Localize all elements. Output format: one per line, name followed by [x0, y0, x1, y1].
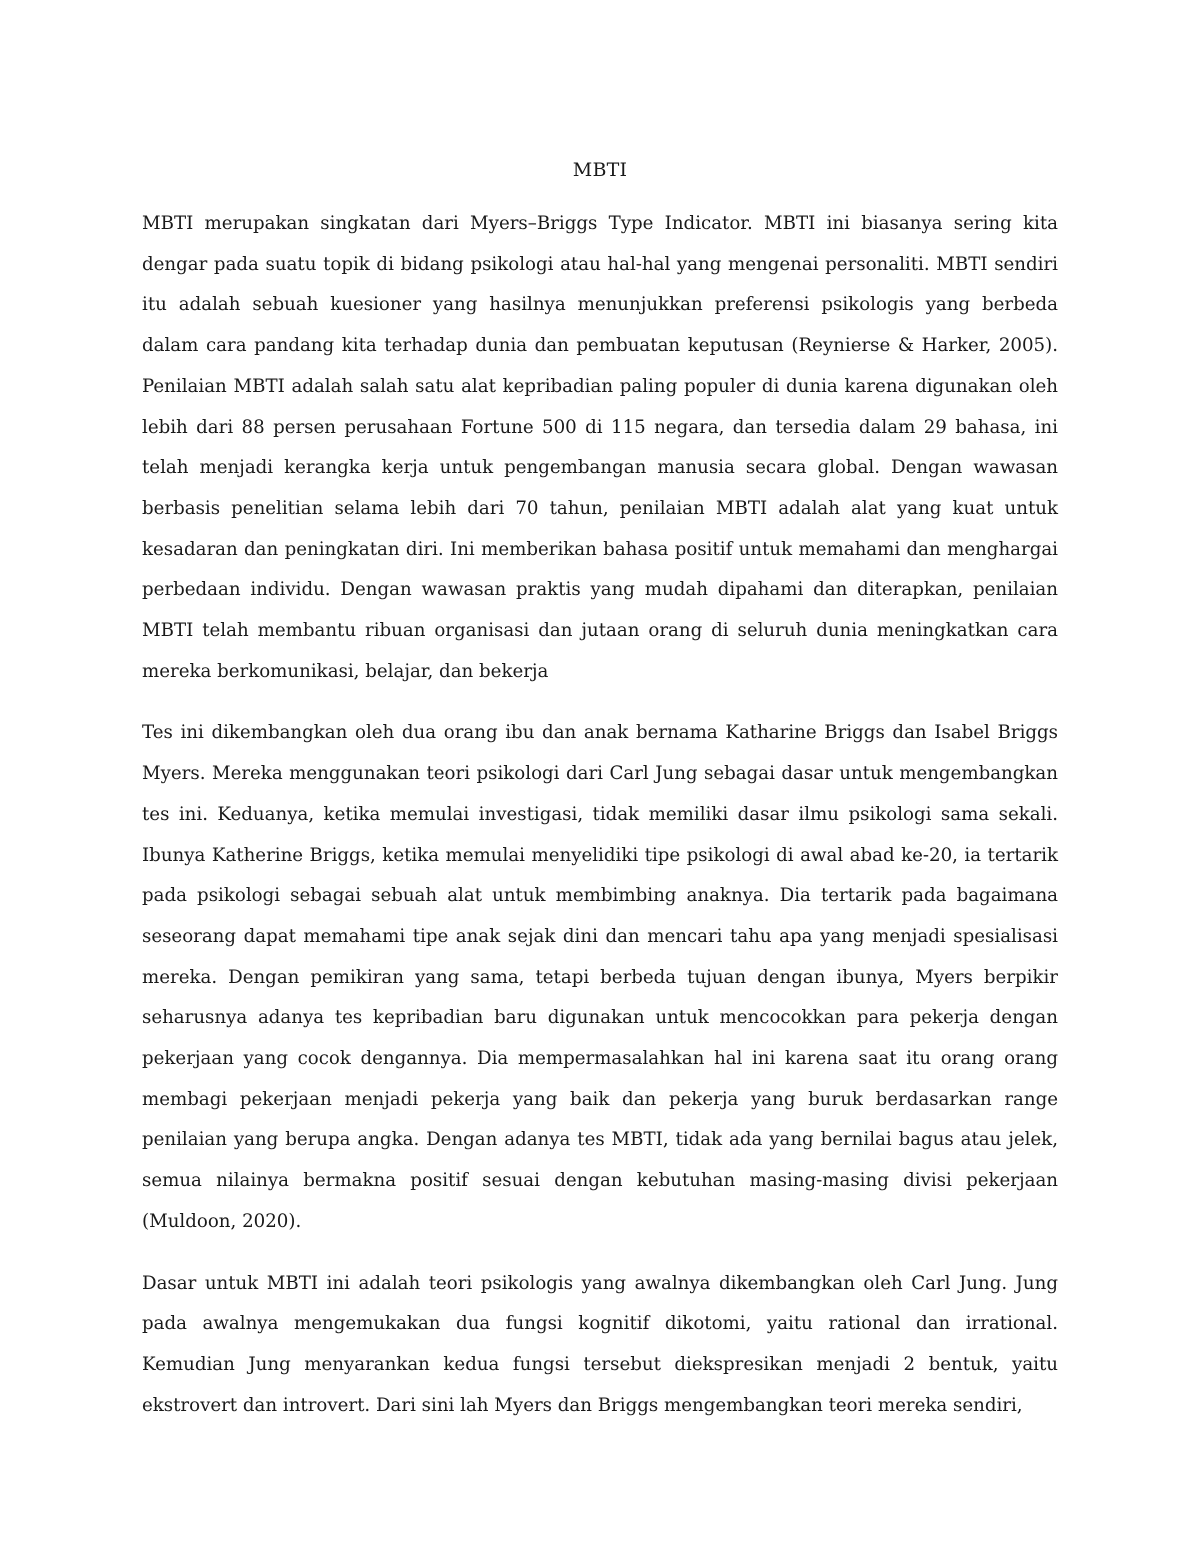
document-title: MBTI: [572, 159, 628, 181]
paragraph-2: Tes ini dikembangkan oleh dua orang ibu dan anak bernama Katharine Briggs dan Isabel Briggs Myers. Mereka menggunakan teori psikologi dari Carl Jung sebagai dasar untuk mengembangkan tes ini. Keduanya, ketika memulai investigasi, tidak memiliki dasar ilmu psikologi sama sekali. Ibunya Katherine Briggs, ketika memulai menyelidiki tipe psikologi di awal abad ke-20, ia tertarik pada psikologi sebagai sebuah alat untuk membimbing anaknya. Dia tertarik pada bagaimana seseorang dapat memahami tipe anak sejak dini dan mencari tahu apa yang menjadi spesialisasi mereka. Dengan pemikiran yang sama, tetapi berbeda tujuan dengan ibunya, Myers berpikir seharusnya adanya tes kepribadian baru digunakan untuk mencocokkan para pekerja dengan pekerjaan yang cocok dengannya. Dia mempermasalahkan hal ini karena saat itu orang orang membagi pekerjaan menjadi pekerja yang baik dan pekerja yang buruk berdasarkan range penilaian yang berupa angka. Dengan adanya tes MBTI, tidak ada yang bernilai bagus atau jelek, semua nilainya bermakna positif sesuai dengan kebutuhan masing-masing divisi pekerjaan (Muldoon, 2020).: [142, 722, 1058, 1232]
paragraph-1: MBTI merupakan singkatan dari Myers–Briggs Type Indicator. MBTI ini biasanya sering kita dengar pada suatu topik di bidang psikologi atau hal-hal yang mengenai personaliti. MBTI sendiri itu adalah sebuah kuesioner yang hasilnya menunjukkan preferensi psikologis yang berbeda dalam cara pandang kita terhadap dunia dan pembuatan keputusan (Reynierse & Harker, 2005). Penilaian MBTI adalah salah satu alat kepribadian paling populer di dunia karena digunakan oleh lebih dari 88 persen perusahaan Fortune 500 di 115 negara, dan tersedia dalam 29 bahasa, ini telah menjadi kerangka kerja untuk pengembangan manusia secara global. Dengan wawasan berbasis penelitian selama lebih dari 70 tahun, penilaian MBTI adalah alat yang kuat untuk kesadaran dan peningkatan diri. Ini memberikan bahasa positif untuk memahami dan menghargai perbedaan individu. Dengan wawasan praktis yang mudah dipahami dan diterapkan, penilaian MBTI telah membantu ribuan organisasi dan jutaan orang di seluruh dunia meningkatkan cara mereka berkomunikasi, belajar, dan bekerja: [142, 213, 1058, 682]
paragraph-3: Dasar untuk MBTI ini adalah teori psikologis yang awalnya dikembangkan oleh Carl Jung. Jung pada awalnya mengemukakan dua fungsi kognitif dikotomi, yaitu rational dan irrational. Kemudian Jung menyarankan kedua fungsi tersebut diekspresikan menjadi 2 bentuk, yaitu ekstrovert dan introvert. Dari sini lah Myers dan Briggs mengembangkan teori mereka sendiri,: [142, 1272, 1058, 1416]
document-body: [142, 204, 1058, 1447]
